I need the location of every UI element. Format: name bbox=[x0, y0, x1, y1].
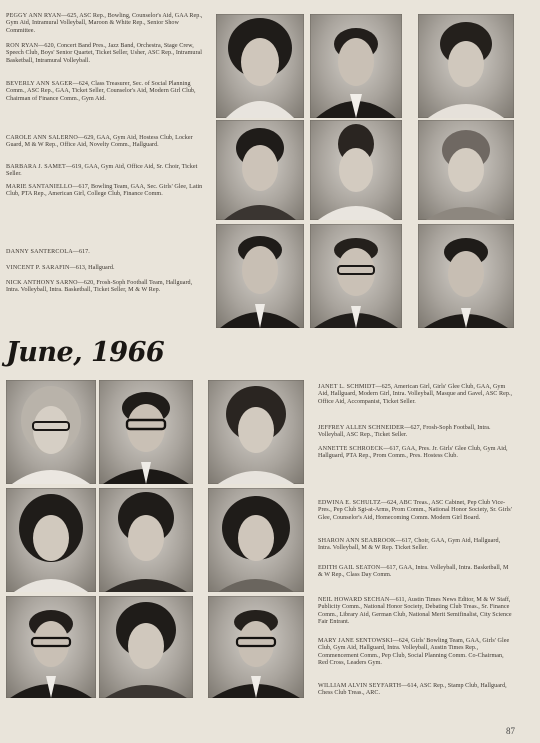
bio-name: WILLIAM ALVIN SEYFARTH bbox=[318, 683, 402, 689]
bio-text: —617. bbox=[72, 249, 90, 255]
page-number: 87 bbox=[506, 726, 515, 736]
bio-text: —624, ABC Treas., ASC Cabinet, Pep Club Vice-Pres., Pep Club Sgt-at-Arms, Prom Comm., National Honor Society, Sr. Girls' Glee, Counselor's Aid, Homecoming Comm. Modern Girl Board. bbox=[318, 500, 512, 521]
bio-name: JEFFREY ALLEN SCHNEIDER bbox=[318, 425, 405, 431]
portrait-photo bbox=[310, 120, 402, 220]
bio-name: PEGGY ANN RYAN bbox=[6, 13, 62, 19]
bio-name: NICK ANTHONY SARNO bbox=[6, 280, 78, 286]
bio-name: CAROLE ANN SALERNO bbox=[6, 135, 78, 141]
bio-beverly-sager bbox=[6, 81, 204, 103]
bio-text: —617, Choir, GAA, Gym Aid, Hallguard, Intra. Volleyball, M & W Rep. Ticket Seller. bbox=[318, 538, 501, 552]
portrait-photo bbox=[208, 488, 304, 592]
bio-carole-salerno bbox=[6, 135, 204, 150]
bio-name: EDITH GAIL SEATON bbox=[318, 565, 381, 571]
bio-danny-santercola bbox=[6, 249, 204, 256]
portrait-photo bbox=[99, 380, 193, 484]
bio-text: —611, Austin Times News Editor, M & W Staff, Publicity Comm., National Honor Society, Debating Club Treas., Sr. Finance Comm., Library Aid, German Club, National Merit Semifinalist, City Science Fair Entrant. bbox=[318, 597, 512, 626]
bio-text: —620, Frosh-Soph Football Team, Hallguard, Intra. Volleyball, Intra. Basketball, Ticket Seller, M & W Rep. bbox=[6, 280, 193, 294]
bio-text: —614, ASC Rep., Stamp Club, Hallguard, Chess Club Treas., ARC. bbox=[318, 683, 507, 697]
portrait-photo bbox=[310, 14, 402, 118]
bio-neil-sechan bbox=[318, 597, 514, 627]
portrait-photo bbox=[6, 488, 96, 592]
bio-nick-sarno bbox=[6, 280, 204, 295]
bio-name: ANNETTE SCHROECK bbox=[318, 446, 384, 452]
portrait-photo bbox=[208, 380, 304, 484]
bio-vincent-sarafin bbox=[6, 265, 204, 272]
bio-name: RON RYAN bbox=[6, 43, 39, 49]
section-heading: June, 1966 bbox=[6, 337, 165, 368]
portrait-photo bbox=[216, 120, 304, 220]
portrait-photo bbox=[208, 596, 304, 698]
bio-text: —625, ASC Rep., Bowling, Counselor's Aid, GAA Rep., Gym Aid, Intramural Volleyball, Maroon & White Rep., Senior Show Committee. bbox=[6, 13, 203, 34]
bio-name: MARY JANE SENTOWSKI bbox=[318, 638, 393, 644]
portrait-photo bbox=[310, 224, 402, 328]
bio-edwina-schultz bbox=[318, 500, 514, 522]
bio-text: —619, GAA, Gym Aid, Office Aid, Sr. Choir, Ticket Seller. bbox=[6, 164, 198, 178]
bio-name: DANNY SANTERCOLA bbox=[6, 249, 73, 255]
bio-janet-schmidt bbox=[318, 384, 514, 406]
bio-name: BEVERLY ANN SAGER bbox=[6, 81, 73, 87]
bio-mary-sentowski bbox=[318, 638, 514, 668]
bio-name: NEIL HOWARD SECHAN bbox=[318, 597, 390, 603]
bio-edith-seaton bbox=[318, 565, 514, 580]
bio-text: —617, GAA, Pres. Jr. Girls' Glee Club, Gym Aid, Hallguard, PTA Rep., Prom Comm., Pres. Hostess Club. bbox=[318, 446, 508, 460]
portrait-photo bbox=[418, 14, 514, 118]
bio-text: —625, American Girl, Girls' Glee Club, GAA, Gym Aid, Hallguard, Modern Girl, Intra. Volleyball, Masque and Gavel, ASC Rep., Office Aid, Accompanist, Ticket Seller. bbox=[318, 384, 513, 405]
bio-text: —617, GAA, Intra. Volleyball, Intra. Basketball, M & W Rep., Class Day Comm. bbox=[318, 565, 509, 579]
bio-name: VINCENT P. SARAFIN bbox=[6, 265, 70, 271]
portrait-photo bbox=[216, 14, 304, 118]
portrait-photo bbox=[418, 120, 514, 220]
bio-text: —629, GAA, Gym Aid, Hostess Club, Locker Guard, M & W Rep., Office Aid, Novelty Comm., Hallguard. bbox=[6, 135, 193, 149]
bio-sharon-seabrook bbox=[318, 538, 514, 553]
bio-ron-ryan bbox=[6, 43, 204, 65]
bio-text: —624, Girls' Bowling Team, GAA, Girls' Glee Club, Gym Aid, Hallguard, Intra. Volleyball, Austin Times Rep., Commencement Comm., Pep Club, Social Planning Comm. Co-Chairman, Red Cross, Leaders Gym. bbox=[318, 638, 510, 667]
portrait-photo bbox=[6, 596, 96, 698]
bio-name: MARIE SANTANIELLO bbox=[6, 184, 73, 190]
bio-jeffrey-schneider bbox=[318, 425, 514, 440]
bio-name: JANET L. SCHMIDT bbox=[318, 384, 376, 390]
bio-text: —613, Hallguard. bbox=[69, 265, 115, 271]
portrait-photo bbox=[418, 224, 514, 328]
bio-name: BARBARA J. SAMET bbox=[6, 164, 66, 170]
bio-text: —624, Class Treasurer, Sec. of Social Planning Comm., ASC Rep., GAA, Ticket Seller, Counselor's Aid, Modern Girl Club, Chairman of Finance Comm., Gym Aid. bbox=[6, 81, 196, 102]
bio-marie-santaniello bbox=[6, 184, 204, 199]
portrait-photo bbox=[99, 488, 193, 592]
bio-name: EDWINA E. SCHULTZ bbox=[318, 500, 381, 506]
bio-text: —620, Concert Band Pres., Jazz Band, Orchestra, Stage Crew, Speech Club, Boys' Senior Quartet, Ticket Seller, Usher, ASC Rep., Intramural Basketball, Intramural Volleyball. bbox=[6, 43, 203, 64]
bio-barbara-samet bbox=[6, 164, 204, 179]
portrait-photo bbox=[216, 224, 304, 328]
bio-annette-schroeck bbox=[318, 446, 514, 461]
bio-william-seyfarth bbox=[318, 683, 514, 698]
portrait-photo bbox=[6, 380, 96, 484]
bio-text: —627, Frosh-Soph Football, Intra. Volleyball, ASC Rep., Ticket Seller. bbox=[318, 425, 491, 439]
bio-name: SHARON ANN SEABROOK bbox=[318, 538, 396, 544]
bio-text: —617, Bowling Team, GAA, Sec. Girls' Glee, Latin Club, PTA Rep., American Girl, College Club, Finance Comm. bbox=[6, 184, 203, 198]
bio-peggy-ryan bbox=[6, 13, 204, 35]
portrait-photo bbox=[99, 596, 193, 698]
